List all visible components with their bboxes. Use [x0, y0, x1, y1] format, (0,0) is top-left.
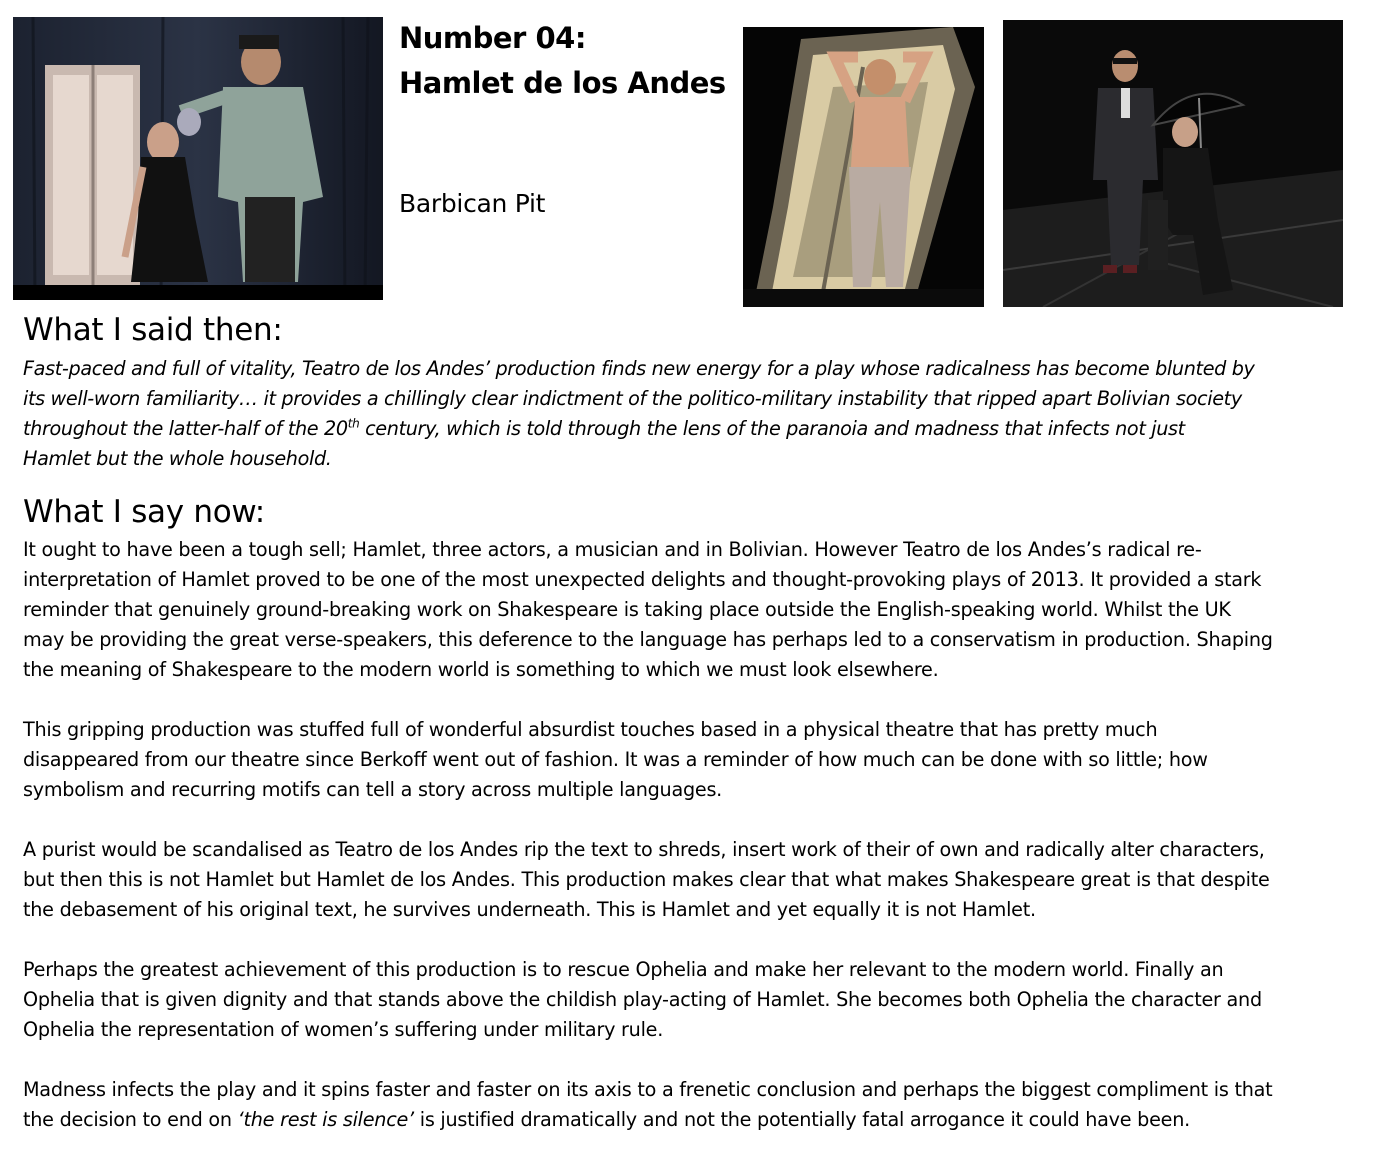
body-line: disappeared from our theatre since Berkoff went out of fashion. It was a reminder of how much can be done with so little; how [23, 748, 1208, 771]
paragraph-gap [23, 805, 1375, 835]
quote-line [23, 414, 1373, 444]
body-line: Madness infects the play and it spins faster and faster on its axis to a frenetic conclusion and perhaps the biggest compliment is that [23, 1078, 1273, 1101]
ordinal-superscript: th [347, 416, 360, 431]
quoted-phrase: ‘the rest is silence’ [237, 1108, 414, 1131]
review-body [23, 535, 1375, 1135]
heading-say-now: What I say now: [23, 494, 265, 530]
body-line: but then this is not Hamlet but Hamlet de los Andes. This production makes clear that what makes Shakespeare great is that despite [23, 868, 1270, 891]
body-line: interpretation of Hamlet proved to be one of the most unexpected delights and thought-provoking plays of 2013. It provided a stark [23, 568, 1262, 591]
body-line [23, 1105, 1375, 1135]
body-line: may be providing the great verse-speakers, this deference to the language has perhaps led to a conservatism in production. Shaping [23, 628, 1273, 651]
body-line: It ought to have been a tough sell; Hamlet, three actors, a musician and in Bolivian. However Teatro de los Andes’s radical re- [23, 538, 1202, 561]
body-line: A purist would be scandalised as Teatro de los Andes rip the text to shreds, insert work of their of own and radically alter characters, [23, 838, 1265, 861]
body-line: reminder that genuinely ground-breaking work on Shakespeare is taking place outside the English-speaking world. Whilst the UK [23, 598, 1231, 621]
paragraph-gap [23, 1045, 1375, 1075]
body-line: This gripping production was stuffed full of wonderful absurdist touches based in a physical theatre that has pretty much [23, 718, 1158, 741]
body-text-segment: the decision to end on [23, 1108, 238, 1131]
title-number: Number 04: [399, 21, 586, 55]
quote-line: Fast-paced and full of vitality, Teatro de los Andes’ production finds new energy for a play whose radicalness has become blunted by [23, 357, 1255, 380]
body-line: the meaning of Shakespeare to the modern world is something to which we must look elsewhere. [23, 658, 939, 681]
title-block [399, 16, 726, 106]
stage-photo-pouring [13, 17, 383, 300]
paragraph-gap [23, 925, 1375, 955]
stage-photo-umbrella [1003, 20, 1343, 307]
quote-text: century, which is told through the lens of the paranoia and madness that infects not just [359, 417, 1185, 440]
quote-line: Hamlet but the whole household. [23, 447, 332, 470]
body-line: Ophelia that is given dignity and that stands above the childish play-acting of Hamlet. She becomes both Ophelia the character and [23, 988, 1262, 1011]
body-line: symbolism and recurring motifs can tell a story across multiple languages. [23, 778, 723, 801]
body-line: Ophelia the representation of women’s suffering under military rule. [23, 1018, 664, 1041]
heading-said-then: What I said then: [23, 312, 283, 348]
paragraph-gap [23, 685, 1375, 715]
quote-text: throughout the latter-half of the 20 [23, 417, 348, 440]
title-play-name: Hamlet de los Andes [399, 66, 726, 100]
review-quote [23, 354, 1373, 474]
body-text-segment: is justified dramatically and not the potentially fatal arrogance it could have been. [413, 1108, 1190, 1131]
body-line: the debasement of his original text, he survives underneath. This is Hamlet and yet equally it is not Hamlet. [23, 898, 1036, 921]
stage-photo-door [743, 27, 984, 307]
quote-line: its well-worn familiarity… it provides a chillingly clear indictment of the politico-military instability that ripped apart Bolivian society [23, 387, 1242, 410]
body-line: Perhaps the greatest achievement of this production is to rescue Ophelia and make her relevant to the modern world. Finally an [23, 958, 1224, 981]
venue-label: Barbican Pit [399, 189, 546, 218]
